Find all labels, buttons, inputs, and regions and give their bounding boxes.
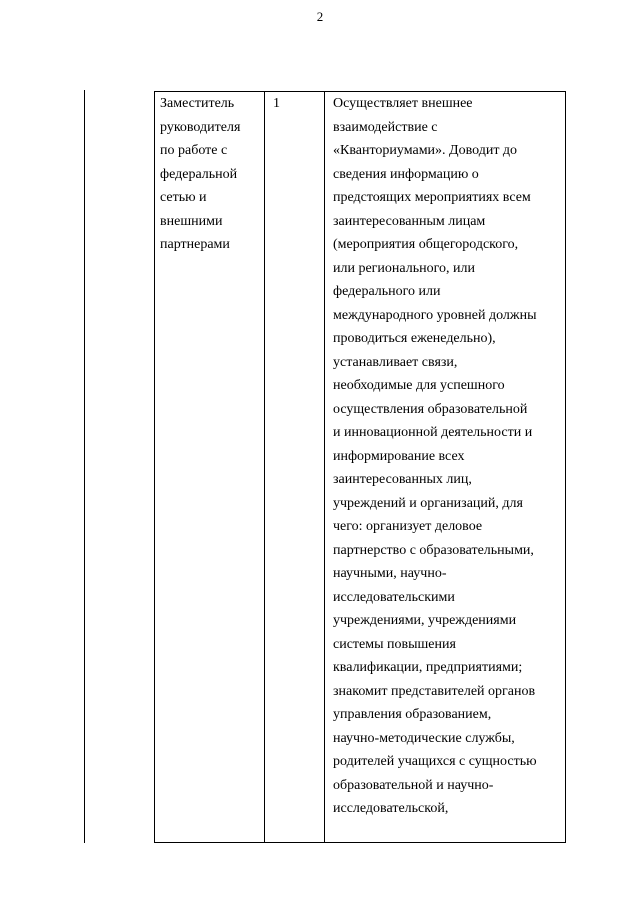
duties-text-line: международного уровней должны <box>333 307 537 323</box>
responsibilities-table <box>154 91 566 843</box>
position-text-line: внешними <box>160 213 223 229</box>
duties-text-line: заинтересованных лиц, <box>333 472 472 487</box>
duties-text-line: учреждениями, учреждениями <box>333 613 517 628</box>
duties-text-line: научно-методические службы, <box>333 730 515 746</box>
duties-text-line: (мероприятия общегородского, <box>333 237 519 252</box>
duties-cell <box>325 92 566 843</box>
page-number: 2 <box>316 9 324 24</box>
duties-text-line: партнерство с образовательными, <box>333 542 534 558</box>
duties-text-line: исследовательской, <box>333 801 449 816</box>
duties-text-line: и инновационной деятельности и <box>333 425 533 440</box>
duties-text-line: необходимые для успешного <box>333 378 505 393</box>
count-cell <box>265 92 325 843</box>
duties-text-line: квалификации, предприятиями; <box>333 660 523 675</box>
duties-text-line: взаимодействие с <box>333 119 438 135</box>
position-text-line: Заместитель <box>160 96 235 111</box>
duties-text-line: проводиться еженедельно), <box>333 331 496 346</box>
duties-text-line: Осуществляет внешнее <box>333 96 473 111</box>
duties-text-line: заинтересованным лицам <box>333 213 486 229</box>
duties-text-line: сведения информацию о <box>333 166 479 182</box>
duties-text-line: информирование всех <box>333 448 465 464</box>
position-text-line: сетью и <box>160 190 207 205</box>
margin-line <box>84 90 85 843</box>
duties-text-line: исследовательскими <box>333 589 455 605</box>
position-text-line: федеральной <box>160 166 238 182</box>
position-text-line: по работе с <box>160 143 228 158</box>
count-value: 1 <box>273 96 280 111</box>
duties-text-line: предстоящих мероприятиях всем <box>333 190 531 205</box>
table-row <box>155 92 566 843</box>
duties-text-line: устанавливает связи, <box>333 354 458 370</box>
duties-text-line: научными, научно- <box>333 566 447 581</box>
duties-text-line: родителей учащихся с сущностью <box>333 754 537 769</box>
duties-text-line: знакомит представителей органов <box>333 683 536 699</box>
position-text-line: руководителя <box>160 119 241 135</box>
duties-text-line: осуществления образовательной <box>333 401 528 417</box>
duties-text-line: учреждений и организаций, для <box>333 495 523 511</box>
duties-text-line: или регионального, или <box>333 260 475 276</box>
position-text <box>155 92 264 257</box>
duties-text-line: федерального или <box>333 284 441 299</box>
duties-text-line: чего: организует деловое <box>333 519 483 534</box>
position-cell <box>155 92 265 843</box>
duties-text-line: «Кванториумами». Доводит до <box>333 143 518 158</box>
duties-text <box>325 92 565 821</box>
position-text-line: партнерами <box>160 237 230 252</box>
duties-text-line: системы повышения <box>333 636 456 652</box>
duties-text-line: образовательной и научно- <box>333 777 494 793</box>
duties-text-line: управления образованием, <box>333 707 492 722</box>
